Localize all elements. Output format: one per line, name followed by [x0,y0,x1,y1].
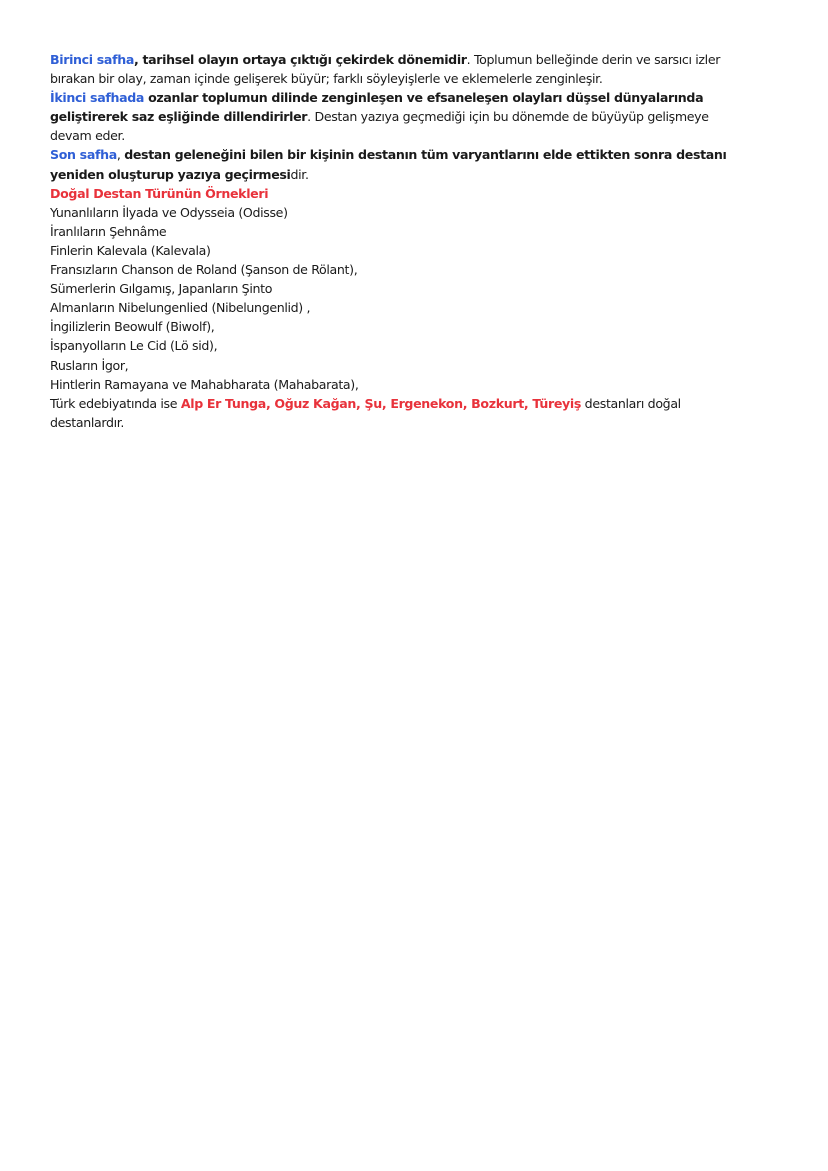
text-segment: İngilizlerin Beowulf (Biwolf), [50,319,215,335]
document-body [50,50,780,432]
text-segment: yeniden oluşturup yazıya geçirmesi [50,166,291,182]
text-segment: Rusların İgor, [50,357,129,373]
highlight-red-text: Doğal Destan Türünün Örnekleri [50,185,269,201]
text-line [50,375,780,394]
text-line [50,336,780,355]
text-line [50,279,780,298]
text-segment: , [133,52,143,67]
text-line [50,298,780,317]
text-segment: bırakan bir olay, zaman içinde gelişerek büyür; farklı söyleyişlerle ve eklemelerle zenginleşir. [50,71,603,87]
text-line [50,317,780,336]
text-line [50,413,780,432]
highlight-blue-text: Son safha [50,147,117,163]
text-segment: İranlıların Şehnâme [50,223,167,239]
text-line [50,222,780,241]
text-segment: destanlardır. [50,414,125,430]
text-line [50,356,780,375]
highlight-blue-text: İkinci safhada [50,90,145,106]
text-segment: Almanların Nibelungenlied (Nibelungenlid) , [50,300,311,316]
text-segment: Finlerin Kalevala (Kalevala) [50,242,211,258]
text-segment: Hintlerin Ramayana ve Mahabharata (Mahabarata), [50,376,359,392]
text-line [50,260,780,279]
text-line [50,145,780,164]
text-line [50,203,780,222]
text-line [50,126,780,145]
text-line [50,184,780,203]
text-segment: Türk edebiyatında ise [50,395,181,411]
text-segment: destan geleneğini bilen bir kişinin destanın tüm varyantlarını elde ettikten sonra destanı [124,147,727,163]
text-segment: . Destan yazıya geçmediği için bu dönemde de büyüyüp gelişmeye [307,109,709,125]
text-segment: devam eder. [50,128,125,144]
text-segment: Yunanlıların İlyada ve Odysseia (Odisse) [50,204,288,220]
text-line [50,107,780,126]
text-line [50,241,780,260]
text-line [50,88,780,107]
text-line [50,165,780,184]
text-line [50,394,780,413]
highlight-red-text: Alp Er Tunga, Oğuz Kağan, Şu, Ergenekon, Bozkurt, Türeyiş [180,395,582,411]
text-segment: Sümerlerin Gılgamış, Japanların Şinto [50,281,273,297]
text-segment: dir. [290,166,309,182]
text-segment: İspanyolların Le Cid (Lö sid), [50,338,218,354]
text-segment: geliştirerek saz eşliğinde dillendirirler [50,109,308,125]
text-segment: tarihsel olayın ortaya çıktığı çekirdek dönemidir [142,52,467,67]
text-line [50,50,780,69]
text-segment: destanları doğal [581,395,681,411]
text-line [50,69,780,88]
text-segment: Fransızların Chanson de Roland (Şanson de Rölant), [50,262,358,278]
highlight-blue-text: Birinci safha [50,52,134,67]
text-segment: , [116,147,125,163]
text-segment: . Toplumun belleğinde derin ve sarsıcı izler [466,52,721,67]
text-segment: ozanlar toplumun dilinde zenginleşen ve efsaneleşen olayları düşsel dünyalarında [144,90,704,106]
